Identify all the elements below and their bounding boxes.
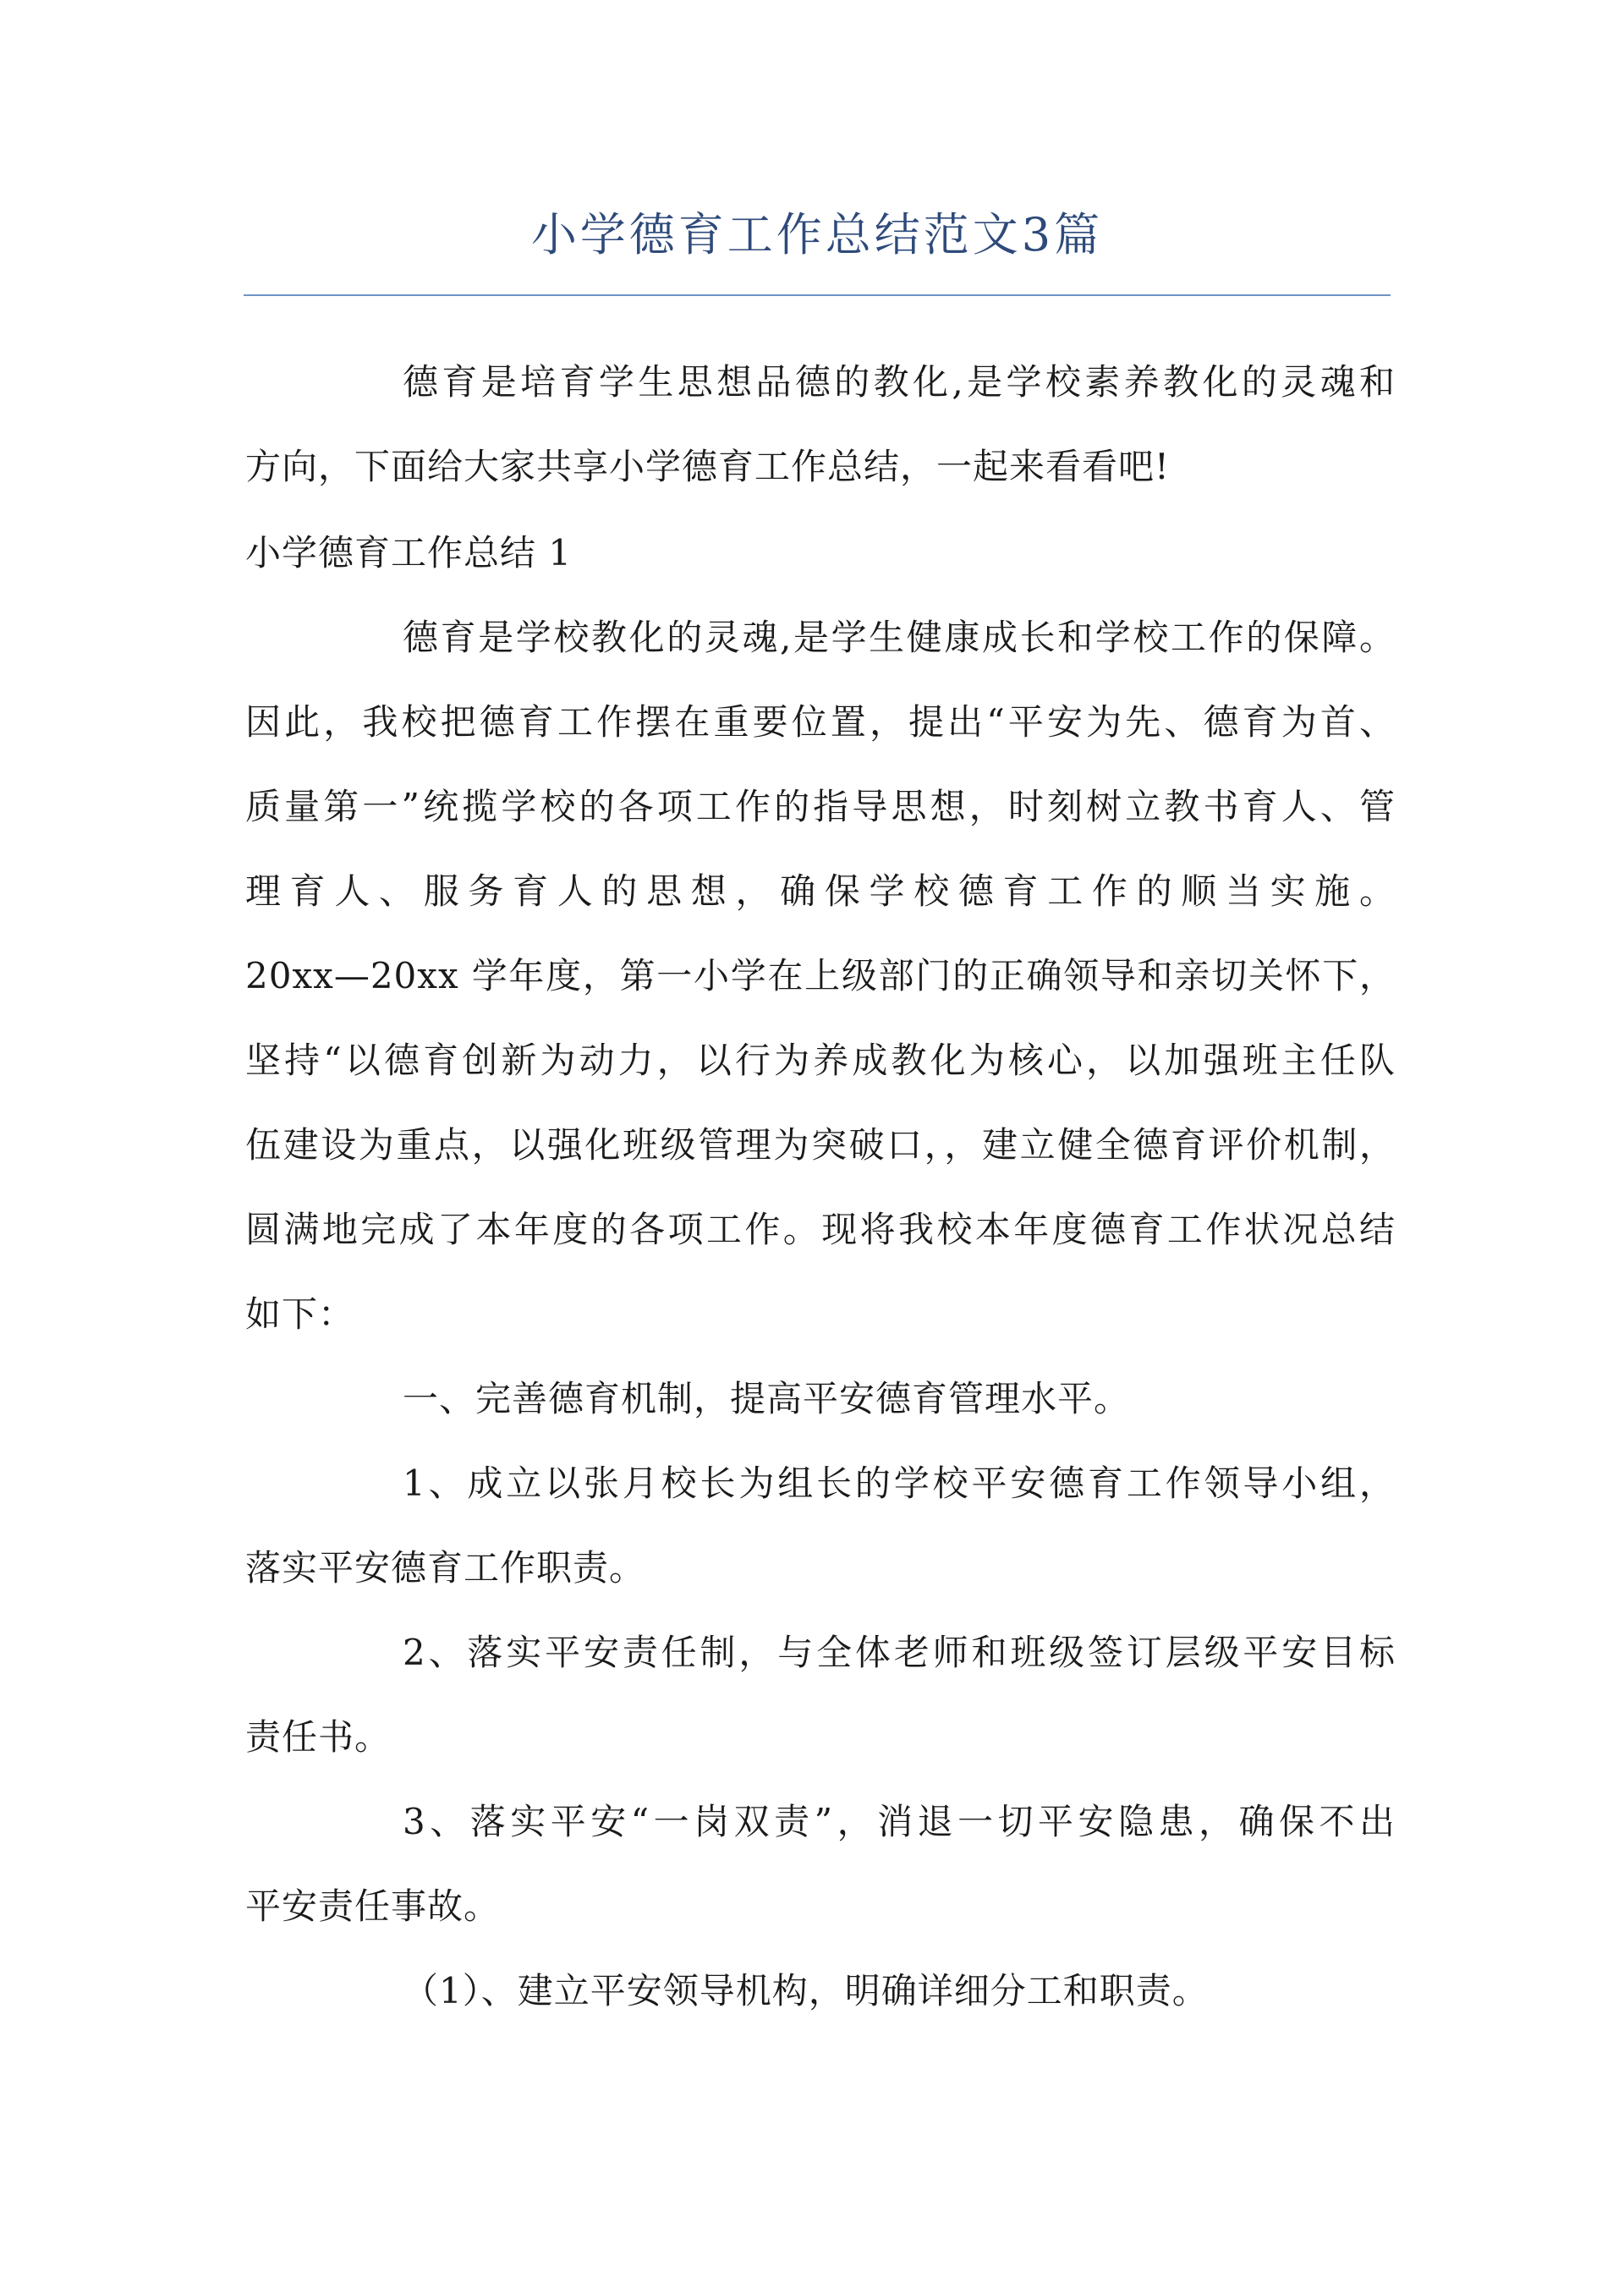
- list-item: 2、落实平安责任制，与全体老师和班级签订层级平安目标: [403, 1632, 1396, 1673]
- list-item-continued: 平安责任事故。: [245, 1885, 501, 1927]
- title-divider: [244, 294, 1391, 296]
- document-title: 小学德育工作总结范文3篇: [530, 208, 1104, 261]
- paragraph-line: 圆满地完成了本年度的各项工作。现将我校本年度德育工作状况总结: [245, 1209, 1396, 1250]
- section-heading: 小学德育工作总结 1: [245, 532, 573, 574]
- paragraph-line: 坚持“以德育创新为动力，以行为养成教化为核心，以加强班主任队: [245, 1040, 1396, 1081]
- paragraph-line: 理育人、服务育人的思想，确保学校德育工作的顺当实施。: [245, 870, 1396, 912]
- paragraph-line: 质量第一”统揽学校的各项工作的指导思想，时刻树立教书育人、管: [245, 786, 1396, 827]
- paragraph-line: 伍建设为重点，以强化班级管理为突破口，，建立健全德育评价机制，: [245, 1124, 1396, 1166]
- list-item: 3、落实平安“一岗双责”，消退一切平安隐患，确保不出: [403, 1801, 1396, 1842]
- sub-list-item: （1）、建立平安领导机构，明确详细分工和职责。: [403, 1970, 1209, 2011]
- subsection-heading: 一、完善德育机制，提高平安德育管理水平。: [403, 1378, 1131, 1419]
- list-item: 1、成立以张月校长为组长的学校平安德育工作领导小组，: [403, 1463, 1396, 1504]
- paragraph-line: 因此，我校把德育工作摆在重要位置，提出“平安为先、德育为首、: [245, 701, 1396, 743]
- paragraph-line: 如下：: [245, 1293, 355, 1335]
- list-item-continued: 落实平安德育工作职责。: [245, 1547, 646, 1589]
- paragraph-line: 方向，下面给大家共享小学德育工作总结，一起来看看吧!: [245, 446, 1170, 487]
- paragraph-line: 20xx—20xx 学年度，第一小学在上级部门的正确领导和亲切关怀下，: [245, 955, 1396, 996]
- paragraph-line: 德育是培育学生思想品德的教化,是学校素养教化的灵魂和: [403, 361, 1396, 403]
- list-item-continued: 责任书。: [245, 1716, 392, 1758]
- paragraph-line: 德育是学校教化的灵魂,是学生健康成长和学校工作的保障。: [403, 617, 1396, 658]
